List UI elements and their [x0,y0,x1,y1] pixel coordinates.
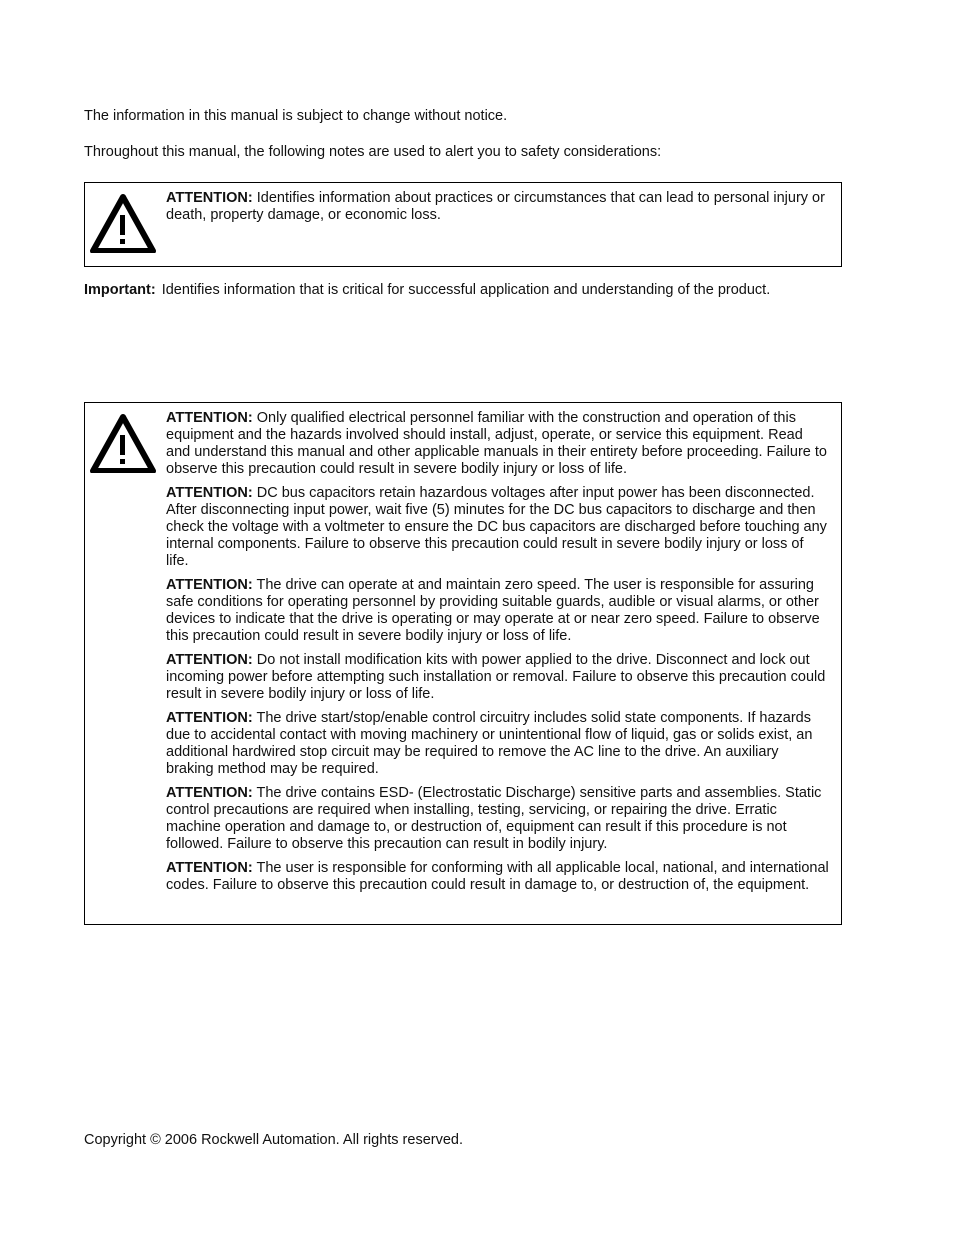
attention-note [166,785,829,853]
copyright-text: Copyright © 2006 Rockwell Automation. All rights reserved. [84,1132,464,1148]
attention-label: ATTENTION: [166,410,253,426]
attention-note [166,577,829,645]
attention-label: ATTENTION: [166,785,253,801]
definition-content [166,183,841,224]
attention-label: ATTENTION: [166,710,253,726]
attention-text: The drive can operate at and maintain zero speed. The user is responsible for assuring safe conditions for operating personnel by providing suitable guards, audible or visual alarms, or other devices to indicate that the drive is operating or may operate at or near zero speed. Failure to observe this precaution could result in severe bodily injury or loss of life. [166,577,820,644]
attention-label: ATTENTION: [166,190,253,206]
warning-triangle-icon [89,411,157,473]
warning-triangle-icon [89,191,157,253]
definition-note [166,190,829,224]
attention-text: Only qualified electrical personnel familiar with the construction and operation of this equipment and the hazards involved should install, adjust, operate, or service this equipment. Read and understand this manual and other applicable manuals in their entirety before proceeding. Failure to observe this precaution could result in severe bodily injury or loss of life. [166,410,827,477]
safety-intro-text: Throughout this manual, the following notes are used to alert you to safety considerations: [84,144,662,160]
attention-text: The drive contains ESD- (Electrostatic Discharge) sensitive parts and assemblies. Static control precautions are required when installing, testing, servicing, or repairing the drive. Erratic machine operation and damage to, or destruction of, equipment can result if this procedure is not followed. Failure to observe this precaution can result in bodily injury. [166,785,822,852]
attention-text: DC bus capacitors retain hazardous voltages after input power has been disconnected. After disconnecting input power, wait five (5) minutes for the DC bus capacitors to discharge and then check the voltage with a voltmeter to ensure the DC bus capacitors are discharged before touching any internal components. Failure to observe this precaution could result in severe bodily injury or loss of life. [166,485,827,569]
attention-text: The drive start/stop/enable control circuitry includes solid state components. If hazards due to accidental contact with moving machinery or unintentional flow of liquid, gas or solids exist, an additional hardwired stop circuit may be required to remove the AC line to the drive. An auxiliary braking method may be required. [166,710,813,777]
attention-note [166,710,829,778]
attention-note [166,652,829,703]
attention-label: ATTENTION: [166,485,253,501]
attention-definition-box [84,182,842,267]
attention-note [166,485,829,570]
attention-note [166,410,829,478]
attention-text: Do not install modification kits with power applied to the drive. Disconnect and lock out incoming power before attempting such installation or removal. Failure to observe this precaution could result in severe bodily injury or loss of life. [166,652,826,702]
attention-warnings-box [84,402,842,925]
important-label: Important: [84,282,156,298]
change-notice-text: The information in this manual is subject to change without notice. [84,108,508,124]
attention-notes-list [166,403,841,894]
attention-note [166,860,829,894]
important-text: Identifies information that is critical for successful application and understanding of the product. [161,282,771,298]
attention-label: ATTENTION: [166,652,253,668]
attention-label: ATTENTION: [166,577,253,593]
attention-label: ATTENTION: [166,860,253,876]
attention-text: The user is responsible for conforming with all applicable local, national, and international codes. Failure to observe this precaution could result in damage to, or destruction of, the equipment. [166,860,829,893]
important-note [84,282,770,299]
attention-definition-text: Identifies information about practices or circumstances that can lead to personal injury or death, property damage, or economic loss. [166,190,825,223]
